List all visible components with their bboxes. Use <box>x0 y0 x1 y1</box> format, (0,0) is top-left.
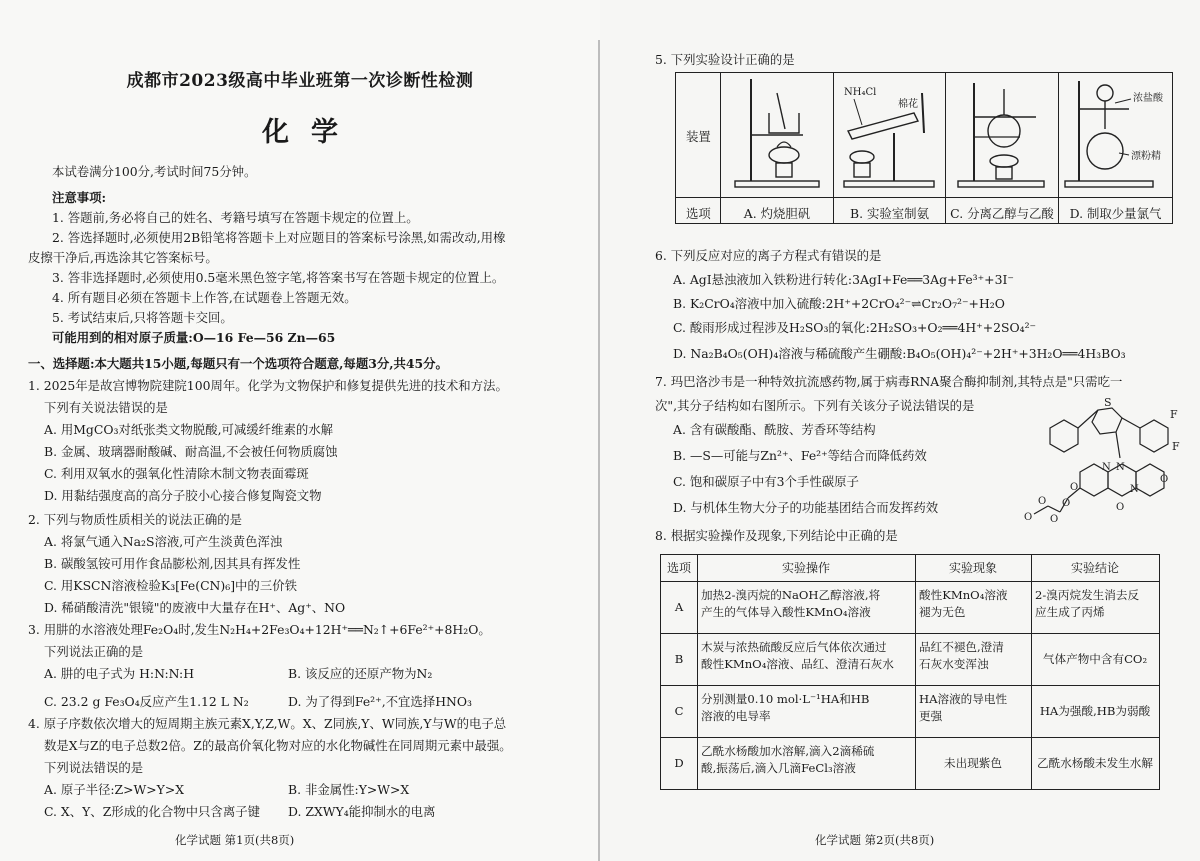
atom-o-label: O <box>1024 512 1033 523</box>
ammonia-prep-apparatus-icon <box>834 73 946 197</box>
question-1-stem: 下列有关说法错误的是 <box>44 400 168 415</box>
atom-o-label: O <box>1160 474 1169 485</box>
apparatus-option-b: B. 实验室制氨 <box>850 206 929 221</box>
row-conclusion: 乙酰水杨酸未发生水解 <box>1037 756 1153 770</box>
page-footer: 化学试题 第1页(共8页) <box>175 833 295 847</box>
row-operation: 木炭与浓热硫酸反应后气体依次通过 酸性KMnO₄溶液、品红、澄清石灰水 <box>701 640 894 671</box>
apparatus-option-a: A. 灼烧胆矾 <box>743 206 811 221</box>
row-conclusion: HA为强酸,HB为弱酸 <box>1039 704 1151 718</box>
apparatus-cell-b <box>833 73 945 223</box>
page-footer: 化学试题 第2页(共8页) <box>815 833 935 847</box>
row-operation: 加热2-溴丙烷的NaOH乙醇溶液,将 产生的气体导入酸性KMnO₄溶液 <box>701 588 881 619</box>
atom-n-label: N <box>1130 484 1139 495</box>
notice-item: 2. 答选择题时,必须使用2B铅笔将答题卡上对应题目的答案标号涂黑,如需改动,用橡 <box>52 230 506 245</box>
question-7-option-c: C. 饱和碳原子中有3个手性碳原子 <box>673 474 859 489</box>
row-option: A <box>674 600 684 614</box>
table-row <box>661 737 1159 789</box>
question-7-option-a: A. 含有碳酸酯、酰胺、芳香环等结构 <box>673 422 876 437</box>
experiment-table <box>660 554 1160 790</box>
nh4cl-label: NH₄Cl <box>844 87 877 98</box>
question-3-option-a: A. 肼的电子式为 H:N:N:H <box>44 666 195 681</box>
atom-f-label: F <box>1170 408 1178 421</box>
table-row <box>661 685 1159 737</box>
question-2-option-d: D. 稀硝酸清洗"银镜"的废液中大量存在H⁺、Ag⁺、NO <box>44 600 346 615</box>
question-1-option-d: D. 用黏结强度高的高分子胶小心接合修复陶瓷文物 <box>44 488 322 503</box>
question-6-stem: 6. 下列反应对应的离子方程式有错误的是 <box>655 248 882 263</box>
question-4-option-c: C. X、Y、Z形成的化合物中只含离子键 <box>44 804 260 819</box>
notice-item: 5. 考试结束后,只将答题卡交回。 <box>52 310 233 325</box>
atom-n-label: N <box>1102 462 1111 473</box>
question-2-option-c: C. 用KSCN溶液检验K₃[Fe(CN)₆]中的三价铁 <box>44 578 297 593</box>
question-4-option-a: A. 原子半径:Z>W>Y>X <box>44 782 185 797</box>
apparatus-option-c: C. 分离乙醇与乙酸 <box>950 206 1054 221</box>
apparatus-table <box>675 72 1173 224</box>
row-phenomenon: 未出现紫色 <box>944 756 1002 770</box>
question-4-option-d: D. ZXWY₄能抑制水的电离 <box>288 804 436 819</box>
question-4-stem: 数是X与Z的电子总数2倍。Z的最高价氧化物对应的水化物碱性在同周期元素中最强。 <box>44 738 512 753</box>
atom-s-label: S <box>1104 396 1112 409</box>
question-3-stem: 3. 用肼的水溶液处理Fe₂O₄时,发生N₂H₄+2Fe₃O₄+12H⁺══N₂↑+6Fe²⁺+8H₂O。 <box>28 622 491 637</box>
question-1-stem: 1. 2025年是故宫博物院建院100周年。化学为文物保护和修复提供先进的技术和方法。 <box>28 378 508 393</box>
right-page <box>600 0 1200 861</box>
subject-title: 化学 <box>262 117 360 148</box>
question-3-option-c: C. 23.2 g Fe₃O₄反应产生1.12 L N₂ <box>44 694 249 709</box>
row-option: D <box>674 756 684 770</box>
atom-f-label: F <box>1172 440 1180 453</box>
question-3-stem: 下列说法正确的是 <box>44 644 144 659</box>
apparatus-option-d: D. 制取少量氯气 <box>1069 206 1162 221</box>
question-6-option-c: C. 酸雨形成过程涉及H₂SO₃的氧化:2H₂SO₃+O₂══4H⁺+2SO₄²⁻ <box>673 320 1037 335</box>
exam-title: 成都市2023级高中毕业班第一次诊断性检测 <box>126 71 474 91</box>
table-header-option: 选项 <box>666 561 691 575</box>
question-4-stem: 下列说法错误的是 <box>44 760 144 775</box>
question-7-option-d: D. 与机体生物大分子的功能基团结合而发挥药效 <box>673 500 939 515</box>
question-1-option-b: B. 金属、玻璃器耐酸碱、耐高温,不会被任何物质腐蚀 <box>44 444 338 459</box>
table-header-phenomenon: 实验现象 <box>948 561 997 575</box>
apparatus-cell-d <box>1058 73 1172 223</box>
apparatus-cell-a <box>720 73 833 223</box>
option-row-label: 选项 <box>686 206 711 221</box>
chlorine-prep-apparatus-icon <box>1059 73 1173 197</box>
atom-o-label: O <box>1070 482 1079 493</box>
atom-n-label: N <box>1116 462 1125 473</box>
atomic-mass-line: 可能用到的相对原子质量:O—16 Fe—56 Zn—65 <box>52 330 336 345</box>
exam-intro: 本试卷满分100分,考试时间75分钟。 <box>52 164 257 179</box>
table-row <box>661 581 1159 633</box>
hcl-label: 浓盐酸 <box>1133 93 1163 104</box>
question-6-option-b: B. K₂CrO₄溶液中加入硫酸:2H⁺+2CrO₄²⁻⇌Cr₂O₇²⁻+H₂O <box>673 296 1005 311</box>
question-5-stem: 5. 下列实验设计正确的是 <box>655 52 795 67</box>
atom-o-label: O <box>1038 496 1047 507</box>
row-phenomenon: 品红不褪色,澄清 石灰水变浑浊 <box>919 640 1004 671</box>
notice-heading: 注意事项: <box>52 190 107 205</box>
baloxavir-molecule-diagram <box>1020 388 1188 528</box>
question-6-option-d: D. Na₂B₄O₅(OH)₄溶液与稀硫酸产生硼酸:B₄O₅(OH)₄²⁻+2H⁺+3H₂O══4H₃BO₃ <box>673 346 1126 361</box>
row-operation: 乙酰水杨酸加水溶解,滴入2滴稀硫 酸,振荡后,滴入几滴FeCl₃溶液 <box>701 744 875 775</box>
question-3-option-b: B. 该反应的还原产物为N₂ <box>288 666 433 681</box>
table-row <box>661 633 1159 685</box>
question-2-stem: 2. 下列与物质性质相关的说法正确的是 <box>28 512 243 527</box>
question-8-stem: 8. 根据实验操作及现象,下列结论中正确的是 <box>655 528 898 543</box>
section-heading: 一、选择题:本大题共15小题,每题只有一个选项符合题意,每题3分,共45分。 <box>28 356 448 371</box>
table-header-operation: 实验操作 <box>781 561 830 575</box>
row-option: B <box>674 652 684 666</box>
atom-o-label: O <box>1050 514 1059 525</box>
question-7-stem: 次",其分子结构如右图所示。下列有关该分子说法错误的是 <box>655 398 975 413</box>
cotton-label: 棉花 <box>898 99 918 110</box>
apparatus-cell-c <box>945 73 1058 223</box>
question-6-option-a: A. AgI悬浊液加入铁粉进行转化:3AgI+Fe══3Ag+Fe³⁺+3I⁻ <box>673 272 1014 287</box>
question-3-option-d: D. 为了得到Fe²⁺,不宜选择HNO₃ <box>288 694 472 709</box>
bleach-label: 漂粉精 <box>1131 151 1161 162</box>
table-header-conclusion: 实验结论 <box>1070 561 1119 575</box>
question-1-option-a: A. 用MgCO₃对纸张类文物脱酸,可减缓纤维素的水解 <box>44 422 334 437</box>
question-7-stem: 7. 玛巴洛沙韦是一种特效抗流感药物,属于病毒RNA聚合酶抑制剂,其特点是"只需吃一 <box>655 374 1123 389</box>
notice-item: 3. 答非选择题时,必须使用0.5毫米黑色签字笔,将答案书写在答题卡规定的位置上。 <box>52 270 505 285</box>
question-4-stem: 4. 原子序数依次增大的短周期主族元素X,Y,Z,W。X、Z同族,Y、W同族,Y与W的电子总 <box>28 716 507 731</box>
notice-item-cont: 皮擦干净后,再选涂其它答案标号。 <box>28 250 218 265</box>
distillation-apparatus-icon <box>946 73 1059 197</box>
row-operation: 分别测量0.10 mol·L⁻¹HA和HB 溶液的电导率 <box>701 692 870 723</box>
question-1-option-c: C. 利用双氧水的强氧化性清除木制文物表面霉斑 <box>44 466 309 481</box>
apparatus-row-label: 装置 <box>686 129 711 144</box>
burning-crystal-apparatus-icon <box>721 73 834 197</box>
row-conclusion: 气体产物中含有CO₂ <box>1042 652 1148 666</box>
question-2-option-a: A. 将氯气通入Na₂S溶液,可产生淡黄色浑浊 <box>44 534 283 549</box>
row-option: C <box>674 704 684 718</box>
row-phenomenon: HA溶液的导电性 更强 <box>919 692 1008 723</box>
atom-o-label: O <box>1116 502 1125 513</box>
row-conclusion: 2-溴丙烷发生消去反 应生成了丙烯 <box>1035 588 1140 619</box>
question-4-option-b: B. 非金属性:Y>W>X <box>288 782 410 797</box>
notice-item: 4. 所有题目必须在答题卡上作答,在试题卷上答题无效。 <box>52 290 357 305</box>
question-7-option-b: B. —S—可能与Zn²⁺、Fe²⁺等结合而降低药效 <box>673 448 927 463</box>
notice-item: 1. 答题前,务必将自己的姓名、考籍号填写在答题卡规定的位置上。 <box>52 210 419 225</box>
question-2-option-b: B. 碳酸氢铵可用作食品膨松剂,因其具有挥发性 <box>44 556 301 571</box>
row-phenomenon: 酸性KMnO₄溶液 褪为无色 <box>919 588 1008 619</box>
atom-o-label: O <box>1062 498 1071 509</box>
